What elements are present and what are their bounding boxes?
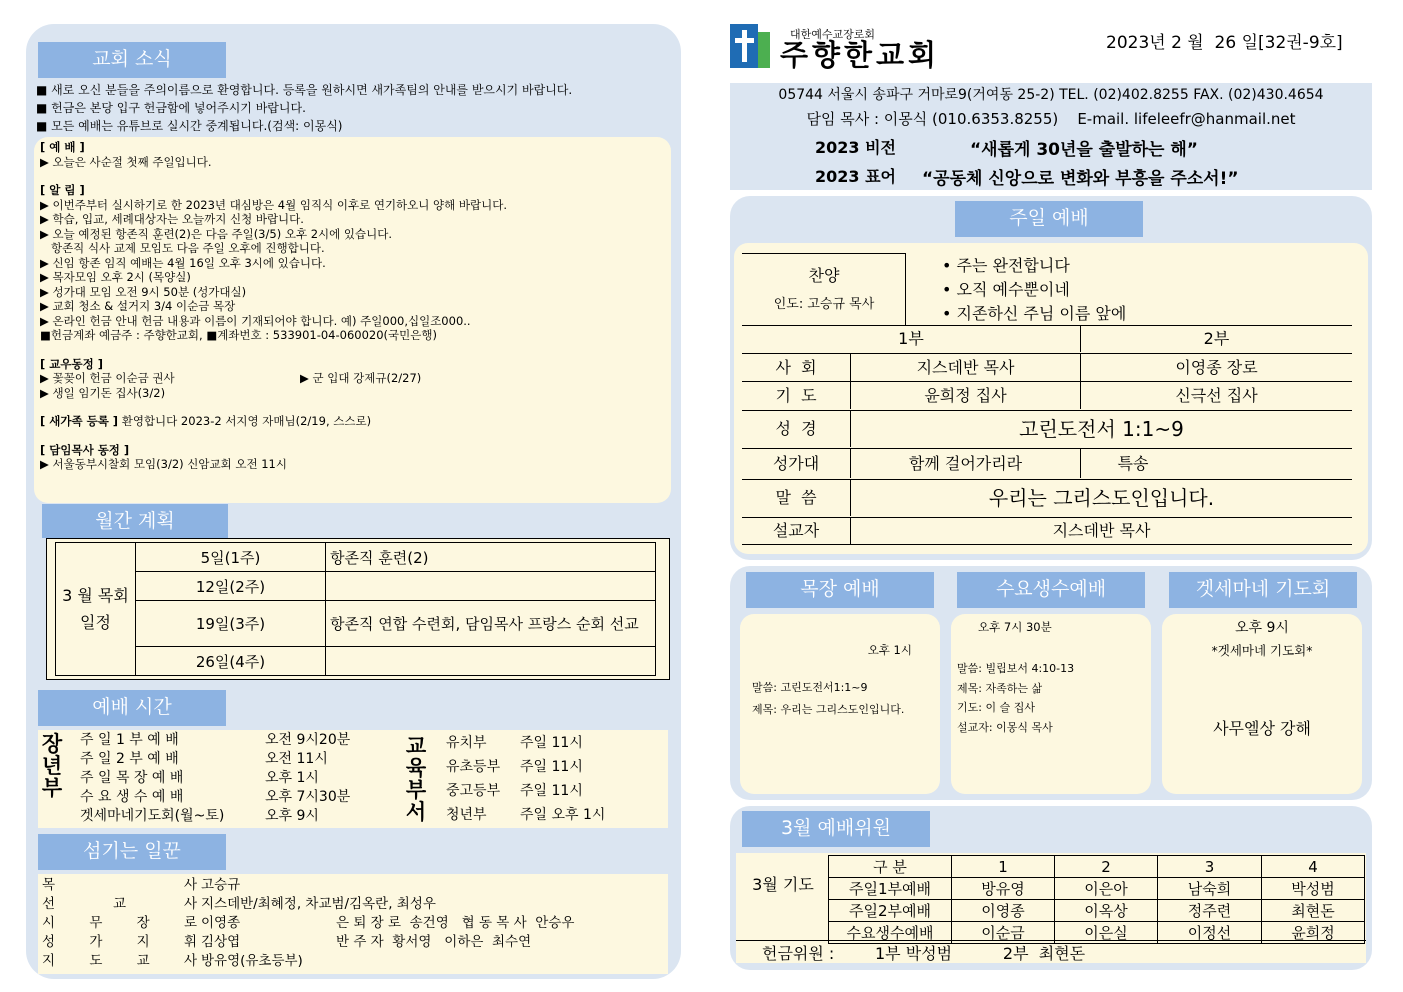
march-cell: 박성범 (1262, 878, 1365, 900)
march-cell: 이영종 (952, 900, 1055, 922)
service-name: 주 일 목 장 예 배 (80, 770, 184, 786)
servant-extra: 은 퇴 장 로 송건영 협 동 목 사 안승우 (336, 915, 575, 931)
hymn-label: 찬양 (808, 266, 840, 285)
hymn-item: • 지존하신 주님 이름 앞에 (942, 304, 1127, 323)
news-list (36, 82, 676, 136)
servants-list (42, 876, 667, 971)
sunday-title: 주일 예배 (955, 201, 1143, 237)
church-name: 주향한교회 (780, 38, 941, 72)
monthly-event: 항존직 훈련(2) (326, 543, 656, 572)
pastor-text: ▶ 서울동부시찰회 모임(3/2) 신암교회 오전 11시 (40, 457, 287, 471)
choir: 함께 걸어가리라 (850, 449, 1080, 478)
worship-line: ▶ 오늘은 사순절 첫째 주일입니다. (40, 154, 212, 169)
march-cell: 남숙희 (1158, 878, 1262, 900)
march-cell: 주일2부예배 (829, 900, 952, 922)
hymn-leader: 인도: 고승규 목사 (773, 297, 875, 312)
dept-time: 주일 오후 1시 (520, 807, 606, 823)
servant-role: 목 사 (42, 877, 197, 893)
service-time: 오후 1시 (265, 770, 319, 786)
special-label: 특송 (1080, 449, 1185, 478)
hymn-item: • 오직 예수뿐이네 (942, 280, 1070, 299)
notice-item: ▶ 성가대 모임 오전 9시 50분 (성가대실) (40, 284, 247, 299)
bulletin-date: 2023년 2 월 26 일[32권-9호] (1106, 33, 1343, 53)
motto-label: 2023 표어 (815, 167, 897, 186)
march-table (828, 855, 1365, 944)
dept-time: 주일 11시 (520, 759, 583, 775)
sermon-label: 말 씀 (775, 488, 817, 507)
march-cell: 수요생수예배 (829, 922, 952, 944)
cell-line: 말씀: 고린도전서1:1~9 (752, 681, 868, 694)
notice-item: ▶ 목자모임 오후 2시 (목양실) (40, 270, 191, 284)
monthly-date: 12일(2주) (136, 572, 326, 601)
geth-text: 사무엘상 강해 (1213, 719, 1311, 738)
notice-item: ▶ 이번주부터 실시하기로 한 2023년 대심방은 4월 임직식 이후로 연기하오니 양해 바랍니다. (40, 197, 507, 212)
monthly-month: 3 월 목회 일정 (56, 543, 136, 676)
edu-label: 교육부서 (405, 734, 427, 824)
notice-item: ▶ 오늘 예정된 항존직 훈련(2)은 다음 주일(3/5) 오후 2시에 있습니다. (40, 226, 392, 241)
march-col-head: 1 (952, 856, 1055, 878)
march-cell: 방유영 (952, 878, 1055, 900)
march-label: 3월 기도 (752, 875, 814, 894)
pastor-contact: 담임 목사 : 이몽식 (010.6353.8255) E-mail. lifeleefr@hanmail.net (806, 110, 1296, 128)
wed-line: 기도: 이 슬 집사 (957, 701, 1035, 714)
service-time: 오후 7시30분 (265, 789, 351, 805)
announcements (40, 140, 670, 472)
dept-time: 주일 11시 (520, 735, 583, 751)
servant-extra: 반 주 자 황서영 이하은 최수연 (336, 934, 532, 950)
role-label: 기 도 (775, 386, 817, 405)
wed-line: 설교자: 이몽식 목사 (957, 720, 1053, 734)
march-cell: 윤희정 (1262, 922, 1365, 944)
monthly-table (55, 542, 656, 676)
choir-label: 성가대 (772, 454, 820, 473)
march-cell: 이정선 (1158, 922, 1262, 944)
cell-line: 제목: 우리는 그리스도인입니다. (752, 703, 905, 716)
service-time: 오전 9시20분 (265, 732, 351, 748)
march-cell: 이옥상 (1055, 900, 1158, 922)
notice-item: ▶ 온라인 헌금 안내 헌금 내용과 이름이 기재되어야 합니다. 예) 주일000,십일조000.. (40, 313, 471, 328)
member-head: [ 교우동정 ] (40, 356, 103, 371)
servant-role: 지 도 교 사 (42, 953, 197, 969)
service-name: 주 일 2 부 예 배 (80, 751, 179, 767)
geth-sub: *겟세마네 기도회* (1211, 643, 1313, 658)
wed-line: 말씀: 빌립보서 4:10-13 (957, 662, 1075, 675)
servant-name: 김상엽 (201, 934, 241, 950)
sermon-title: 우리는 그리스도인입니다. (850, 480, 1352, 516)
cell-title: 목장 예배 (746, 572, 934, 608)
part1-label: 1부 (898, 329, 924, 348)
notice-item: ▶ 학습, 입교, 세례대상자는 오늘까지 신청 바랍니다. (40, 212, 304, 226)
motto-text: “공동체 신앙으로 변화와 부흥을 주소서!” (922, 169, 1239, 189)
role-label: 사 회 (775, 358, 817, 377)
march-cell: 주일1부예배 (829, 878, 952, 900)
vision-text: “새롭게 30년을 출발하는 해” (970, 140, 1198, 160)
hymn-item: • 주는 완전합니다 (942, 256, 1070, 275)
adult-label: 장년부 (41, 732, 63, 800)
monthly-event: 항존직 연합 수련회, 담임목사 프랑스 순회 선교 (326, 601, 656, 647)
servant-name: 지스데반/최혜정, 차교범/김옥란, 최성우 (201, 896, 436, 912)
offering-committee: 헌금위원 : 1부 박성범 2부 최현돈 (762, 944, 1086, 963)
role-part2: 신극선 집사 (1080, 382, 1352, 409)
monthly-title: 월간 계획 (42, 504, 228, 538)
wed-title: 수요생수예배 (957, 572, 1145, 608)
pastor-head: [ 담임목사 동정 ] (40, 442, 130, 457)
servants-title: 섬기는 일꾼 (38, 834, 226, 870)
newfamily-head: [ 새가족 등록 ] (40, 414, 119, 428)
servant-name: 방유영(유초등부) (201, 953, 303, 969)
servant-name: 고승규 (201, 877, 241, 893)
news-title: 교회 소식 (38, 42, 226, 78)
denomination: 대한예수교장로회 (790, 28, 876, 41)
worship-head: [ 예 배 ] (40, 140, 85, 154)
address: 05744 서울시 송파구 거마로9(거여동 25-2) TEL. (02)402.8255 FAX. (02)430.4654 (778, 87, 1324, 103)
wed-time: 오후 7시 30분 (978, 620, 1052, 634)
role-part1: 윤희정 집사 (850, 382, 1080, 409)
news-item: ■ 모든 예배는 유튜브로 실시간 중계됩니다.(검색: 이몽식) (36, 119, 343, 133)
cell-time: 오후 1시 (867, 643, 912, 657)
geth-title: 겟세마네 기도회 (1169, 572, 1357, 608)
march-col-head: 4 (1262, 856, 1365, 878)
news-item: ■ 헌금은 본당 입구 헌금함에 넣어주시기 바랍니다. (36, 101, 306, 115)
service-time: 오후 9시 (265, 808, 319, 824)
dept-name: 청년부 (446, 807, 487, 823)
monthly-date: 26일(4주) (136, 647, 326, 676)
adult-times (80, 731, 390, 826)
role-part2: 이영종 장로 (1080, 354, 1352, 381)
march-cell: 이은아 (1055, 878, 1158, 900)
member-item: ▶ 꽃꽂이 헌금 이순금 권사 (40, 371, 175, 385)
wed-line: 제목: 자족하는 삶 (957, 681, 1043, 695)
sunday-table (742, 253, 1352, 545)
notice-item: ▶ 교회 청소 & 설거지 3/4 이순금 목장 (40, 299, 236, 313)
monthly-date: 5일(1주) (136, 543, 326, 572)
servant-role: 시 무 장 로 (42, 915, 197, 931)
march-cell: 정주련 (1158, 900, 1262, 922)
member-item: ▶ 생일 임기돈 집사(3/2) (40, 385, 166, 400)
scripture-label: 성 경 (775, 419, 817, 438)
service-name: 겟세마네기도회(월~토) (80, 808, 225, 824)
monthly-event (326, 647, 656, 676)
notice-item: ▶ 신임 항존 임직 예배는 4월 16일 오후 3시에 있습니다. (40, 255, 326, 270)
march-title: 3월 예배위원 (742, 811, 930, 847)
geth-time: 오후 9시 (1235, 620, 1289, 636)
march-col-head: 3 (1158, 856, 1262, 878)
preacher: 지스데반 목사 (850, 518, 1352, 544)
service-name: 주 일 1 부 예 배 (80, 732, 179, 748)
wed-details (957, 659, 1074, 737)
dept-name: 유초등부 (446, 759, 501, 775)
march-col-head: 2 (1055, 856, 1158, 878)
monthly-date: 19일(3주) (136, 601, 326, 647)
dept-name: 유치부 (446, 735, 487, 751)
servant-role: 선 교 사 (42, 896, 197, 912)
edu-times (446, 731, 666, 827)
scripture: 고린도전서 1:1~9 (850, 411, 1352, 447)
member-item: ▶ 군 입대 강제규(2/27) (300, 371, 422, 385)
newfamily-text: 환영합니다 2023-2 서지영 자매님(2/19, 스스로) (121, 414, 372, 428)
service-time: 오전 11시 (265, 751, 328, 767)
part2-label: 2부 (1080, 326, 1352, 352)
march-cell: 최현돈 (1262, 900, 1365, 922)
notice-item: 항존직 식사 교제 모임도 다음 주일 오후에 진행합니다. (40, 241, 325, 255)
notice-head: [ 알 림 ] (40, 183, 85, 197)
service-name: 수 요 생 수 예 배 (80, 789, 184, 805)
role-part1: 지스데반 목사 (850, 354, 1080, 381)
dept-time: 주일 11시 (520, 783, 583, 799)
preacher-label: 설교자 (772, 521, 820, 540)
monthly-event (326, 572, 656, 601)
march-col-head: 구 분 (829, 856, 952, 878)
hymn-list (942, 254, 1126, 326)
notice-item: ■헌금계좌 예금주 : 주향한교회, ■계좌번호 : 533901-04-060020(국민은행) (40, 328, 437, 342)
news-item: ■ 새로 오신 분들을 주의이름으로 환영합니다. 등록을 원하시면 새가족팀의 안내를 받으시기 바랍니다. (36, 83, 573, 97)
servant-role: 성 가 지 휘 (42, 934, 197, 950)
cell-details (752, 677, 904, 721)
church-logo (730, 24, 770, 68)
dept-name: 중고등부 (446, 783, 501, 799)
march-cell: 이순금 (952, 922, 1055, 944)
times-title: 예배 시간 (38, 690, 226, 726)
march-cell: 이은실 (1055, 922, 1158, 944)
vision-label: 2023 비전 (815, 138, 897, 157)
servant-name: 이영종 (201, 915, 241, 931)
